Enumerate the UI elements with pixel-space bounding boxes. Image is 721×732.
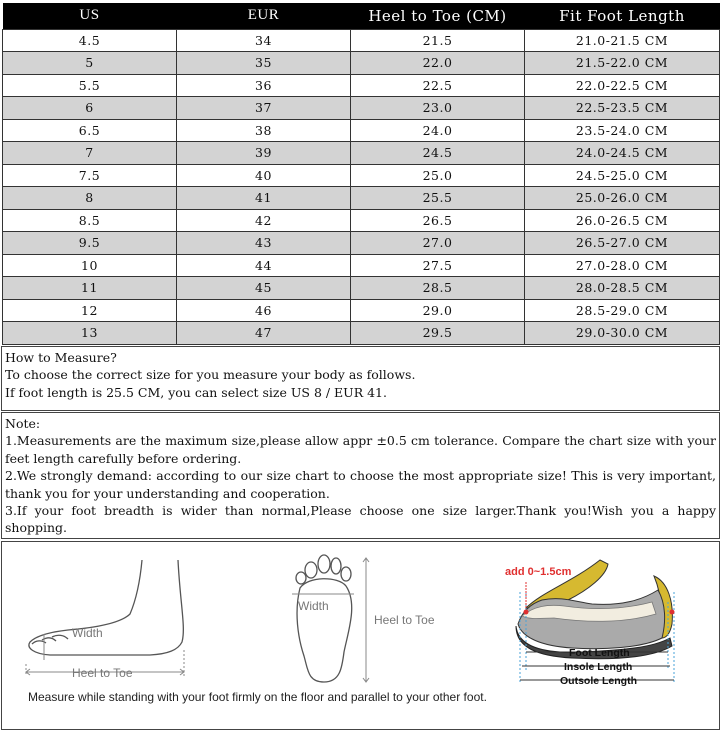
table-row [3, 254, 720, 277]
us-size-cell: 8.5 [3, 209, 177, 232]
table-header-row [3, 3, 720, 29]
sole-width-label: Width [298, 599, 329, 613]
outsole-length-label: Outsole Length [560, 675, 637, 687]
us-size-cell: 6.5 [3, 119, 177, 142]
fit-foot-length-cell: 28.0-28.5 CM [525, 277, 720, 300]
eur-size-cell: 36 [177, 74, 351, 97]
table-row [3, 277, 720, 300]
eur-size-cell: 47 [177, 322, 351, 345]
table-row [3, 299, 720, 322]
us-size-cell: 8 [3, 187, 177, 210]
heel-to-toe-cell: 27.5 [351, 254, 525, 277]
us-size-cell: 5.5 [3, 74, 177, 97]
heel-to-toe-cell: 24.5 [351, 142, 525, 165]
insole-length-label: Insole Length [564, 661, 633, 673]
us-size-cell: 10 [3, 254, 177, 277]
measurement-figures [1, 541, 720, 730]
us-size-cell: 7.5 [3, 164, 177, 187]
table-row [3, 187, 720, 210]
table-row [3, 74, 720, 97]
us-size-cell: 13 [3, 322, 177, 345]
measure-caption: Measure while standing with your foot firmly on the floor and parallel to your other foot. [28, 690, 487, 704]
fit-foot-length-cell: 25.0-26.0 CM [525, 187, 720, 210]
heel-to-toe-cell: 25.5 [351, 187, 525, 210]
eur-size-cell: 42 [177, 209, 351, 232]
eur-size-cell: 39 [177, 142, 351, 165]
foot-length-label: Foot Length [569, 647, 630, 659]
us-size-cell: 9.5 [3, 232, 177, 255]
fit-foot-length-cell: 21.5-22.0 CM [525, 52, 720, 75]
header-fit-foot-length: Fit Foot Length [525, 3, 720, 29]
eur-size-cell: 38 [177, 119, 351, 142]
note-item: 3.If your foot breadth is wider than normal,Please choose one size larger.Thank you!Wish you a happy shopping. [5, 503, 716, 536]
us-size-cell: 12 [3, 299, 177, 322]
table-row [3, 164, 720, 187]
size-chart-table [2, 3, 720, 345]
sole-heel-to-toe-label: Heel to Toe [374, 613, 435, 627]
heel-to-toe-cell: 22.5 [351, 74, 525, 97]
note-item: 1.Measurements are the maximum size,please allow appr ±0.5 cm tolerance. Compare the chart size with your feet length carefully before ordering. [5, 433, 716, 466]
eur-size-cell: 34 [177, 29, 351, 52]
table-row [3, 97, 720, 120]
eur-size-cell: 40 [177, 164, 351, 187]
heel-to-toe-cell: 25.0 [351, 164, 525, 187]
eur-size-cell: 44 [177, 254, 351, 277]
fit-foot-length-cell: 27.0-28.0 CM [525, 254, 720, 277]
how-to-measure-title: How to Measure? [5, 350, 117, 365]
table-row [3, 29, 720, 52]
heel-to-toe-cell: 22.0 [351, 52, 525, 75]
us-size-cell: 7 [3, 142, 177, 165]
side-heel-to-toe-label: Heel to Toe [72, 666, 133, 680]
how-to-measure-line: To choose the correct size for you measure your body as follows. [5, 367, 416, 383]
us-size-cell: 11 [3, 277, 177, 300]
fit-foot-length-cell: 26.0-26.5 CM [525, 209, 720, 232]
heel-to-toe-cell: 24.0 [351, 119, 525, 142]
header-eur: EUR [177, 3, 351, 29]
fit-foot-length-cell: 29.0-30.0 CM [525, 322, 720, 345]
shoe-add-label: add 0~1.5cm [505, 566, 572, 578]
us-size-cell: 5 [3, 52, 177, 75]
fit-foot-length-cell: 28.5-29.0 CM [525, 299, 720, 322]
side-width-label: Width [72, 626, 103, 640]
eur-size-cell: 35 [177, 52, 351, 75]
us-size-cell: 6 [3, 97, 177, 120]
table-row [3, 209, 720, 232]
eur-size-cell: 43 [177, 232, 351, 255]
heel-to-toe-cell: 29.5 [351, 322, 525, 345]
notes-section [1, 412, 720, 539]
note-item: 2.We strongly demand: according to our size chart to choose the most appropriate size! This is very important, thank you for your understanding and cooperation. [5, 468, 716, 501]
fit-foot-length-cell: 23.5-24.0 CM [525, 119, 720, 142]
table-row [3, 322, 720, 345]
eur-size-cell: 45 [177, 277, 351, 300]
heel-to-toe-cell: 28.5 [351, 277, 525, 300]
table-row [3, 142, 720, 165]
fit-foot-length-cell: 24.0-24.5 CM [525, 142, 720, 165]
table-row [3, 119, 720, 142]
fit-foot-length-cell: 21.0-21.5 CM [525, 29, 720, 52]
how-to-measure-line: If foot length is 25.5 CM, you can select size US 8 / EUR 41. [5, 384, 387, 400]
fit-foot-length-cell: 22.5-23.5 CM [525, 97, 720, 120]
how-to-measure-section [1, 346, 720, 411]
heel-to-toe-cell: 27.0 [351, 232, 525, 255]
eur-size-cell: 46 [177, 299, 351, 322]
header-us: US [3, 3, 177, 29]
table-row [3, 232, 720, 255]
foot-sole-illustration [292, 555, 369, 682]
us-size-cell: 4.5 [3, 29, 177, 52]
eur-size-cell: 37 [177, 97, 351, 120]
heel-to-toe-cell: 29.0 [351, 299, 525, 322]
fit-foot-length-cell: 22.0-22.5 CM [525, 74, 720, 97]
header-heel-to-toe: Heel to Toe (CM) [351, 3, 525, 29]
heel-to-toe-cell: 26.5 [351, 209, 525, 232]
table-row [3, 52, 720, 75]
eur-size-cell: 41 [177, 187, 351, 210]
fit-foot-length-cell: 26.5-27.0 CM [525, 232, 720, 255]
foot-side-illustration [26, 560, 184, 676]
fit-foot-length-cell: 24.5-25.0 CM [525, 164, 720, 187]
notes-title: Note: [5, 416, 41, 431]
heel-to-toe-cell: 23.0 [351, 97, 525, 120]
heel-to-toe-cell: 21.5 [351, 29, 525, 52]
